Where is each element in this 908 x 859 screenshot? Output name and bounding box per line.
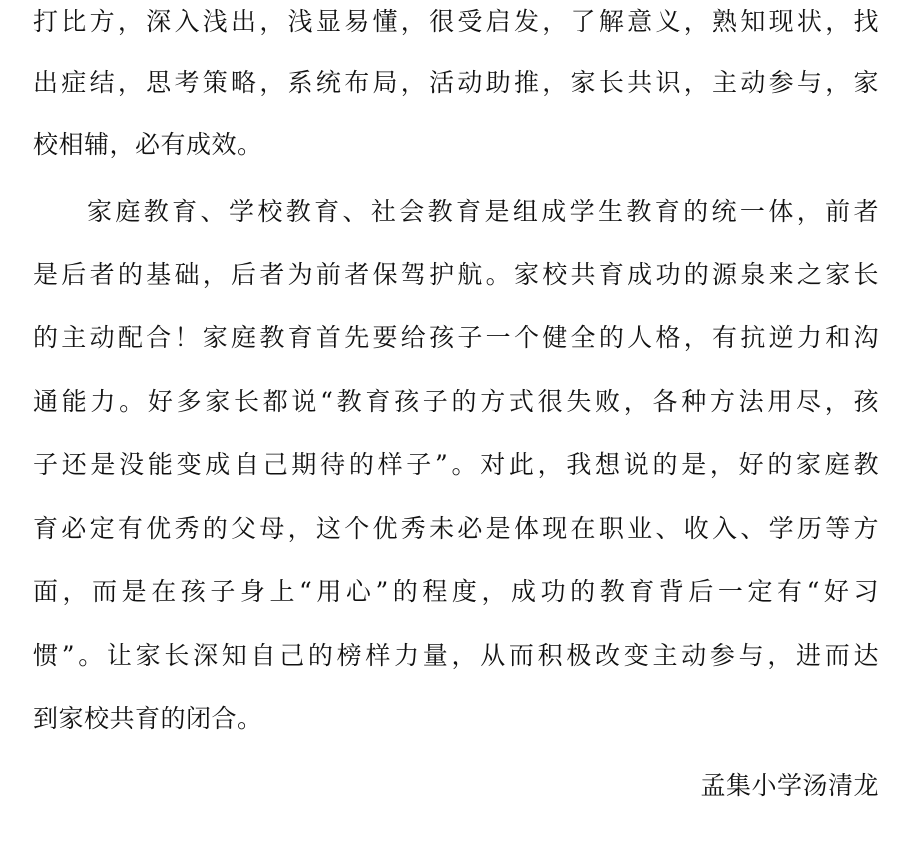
author-signature: 孟集小学汤清龙 bbox=[700, 771, 879, 800]
paragraph-2-line-6: 育必定有优秀的父母，这个优秀未必是体现在职业、收入、学历等方 bbox=[33, 514, 879, 543]
paragraph-2-line-5: 子还是没能变成自己期待的样子”。对此，我想说的是，好的家庭教 bbox=[33, 450, 879, 479]
paragraph-2-line-3: 的主动配合！家庭教育首先要给孩子一个健全的人格，有抗逆力和沟 bbox=[33, 323, 879, 352]
paragraph-2-line-4: 通能力。好多家长都说“教育孩子的方式很失败，各种方法用尽，孩 bbox=[33, 387, 879, 416]
paragraph-2-line-1: 家庭教育、学校教育、社会教育是组成学生教育的统一体，前者 bbox=[87, 197, 879, 226]
paragraph-2-line-2: 是后者的基础，后者为前者保驾护航。家校共育成功的源泉来之家长 bbox=[33, 260, 879, 289]
paragraph-1-line-2: 出症结，思考策略，系统布局，活动助推，家长共识，主动参与，家 bbox=[33, 68, 879, 97]
paragraph-1-line-1: 打比方，深入浅出，浅显易懂，很受启发，了解意义，熟知现状，找 bbox=[33, 7, 879, 36]
paragraph-2-line-8: 惯”。让家长深知自己的榜样力量，从而积极改变主动参与，进而达 bbox=[33, 641, 879, 670]
paragraph-1-line-3: 校相辅，必有成效。 bbox=[33, 130, 263, 159]
paragraph-2-line-7: 面，而是在孩子身上“用心”的程度，成功的教育背后一定有“好习 bbox=[33, 577, 879, 606]
paragraph-2-line-9: 到家校共育的闭合。 bbox=[33, 704, 263, 733]
document-page bbox=[33, 0, 879, 859]
